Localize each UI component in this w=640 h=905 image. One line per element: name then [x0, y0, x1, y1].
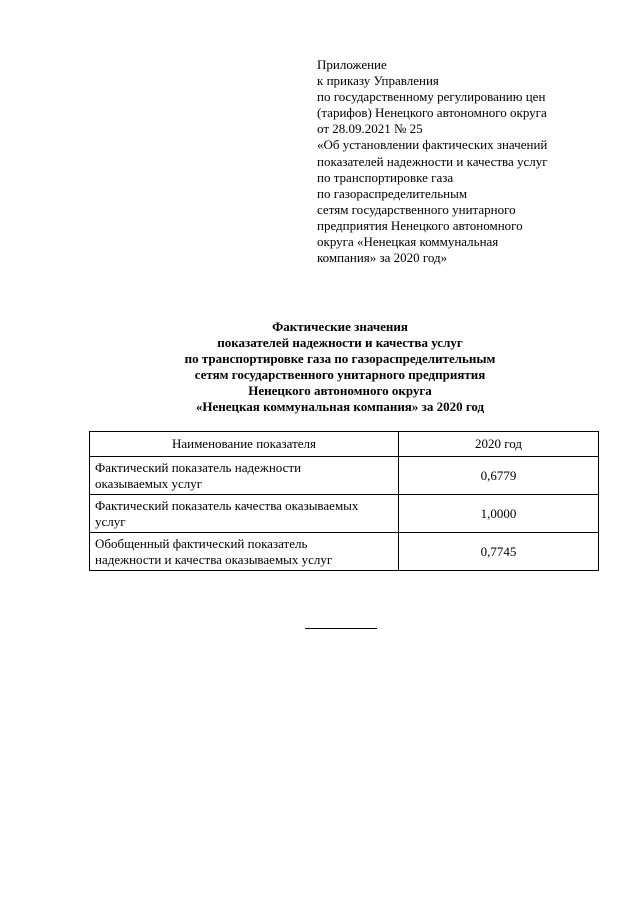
appendix-line: (тарифов) Ненецкого автономного округа [317, 105, 547, 121]
title-line: «Ненецкая коммунальная компания» за 2020 год [195, 399, 485, 415]
title-line: показателей надежности и качества услуг [217, 335, 463, 351]
title-line: Ненецкого автономного округа [248, 383, 432, 399]
appendix-line: от 28.09.2021 № 25 [317, 121, 423, 137]
appendix-line: показателей надежности и качества услуг [317, 153, 548, 169]
indicator-value: 0,6779 [399, 457, 599, 495]
indicator-name-line: оказываемых услуг [95, 475, 203, 491]
document-title [120, 319, 560, 416]
indicator-value: 1,0000 [399, 495, 599, 533]
table-header-row [90, 432, 599, 457]
appendix-line: сетям государственного унитарного [317, 201, 516, 217]
closing-underline [305, 628, 377, 629]
table-row [90, 457, 599, 495]
appendix-line: предприятия Ненецкого автономного [317, 217, 523, 233]
indicator-name-line: Фактический показатель надежности [95, 460, 302, 475]
appendix-line: по транспортировке газа [317, 169, 454, 185]
appendix-line: округа «Ненецкая коммунальная [317, 234, 499, 250]
indicator-name-line: надежности и качества оказываемых услуг [95, 551, 333, 567]
appendix-line: по государственному регулированию цен [317, 89, 546, 105]
indicator-name-cell [90, 533, 399, 571]
appendix-line: по газораспределительным [317, 185, 468, 201]
appendix-line: Приложение [317, 57, 387, 72]
appendix-line: компания» за 2020 год» [317, 250, 448, 266]
title-line: сетям государственного унитарного предприятия [194, 367, 486, 383]
table-row [90, 533, 599, 571]
indicator-name-line: услуг [95, 513, 126, 529]
indicator-value: 0,7745 [399, 533, 599, 571]
title-line: Фактические значения [272, 319, 408, 334]
appendix-block [317, 57, 617, 266]
indicator-name-line: Фактический показатель качества оказываемых [95, 498, 359, 513]
appendix-line: к приказу Управления [317, 73, 439, 89]
header-year: 2020 год [399, 432, 599, 457]
appendix-line: «Об установлении фактических значений [317, 137, 548, 153]
indicators-table [89, 431, 599, 571]
title-line: по транспортировке газа по газораспределительным [184, 351, 496, 367]
indicator-name-line: Обобщенный фактический показатель [95, 536, 308, 551]
table-row [90, 495, 599, 533]
indicator-name-cell [90, 457, 399, 495]
indicator-name-cell [90, 495, 399, 533]
header-indicator-name: Наименование показателя [90, 432, 399, 457]
